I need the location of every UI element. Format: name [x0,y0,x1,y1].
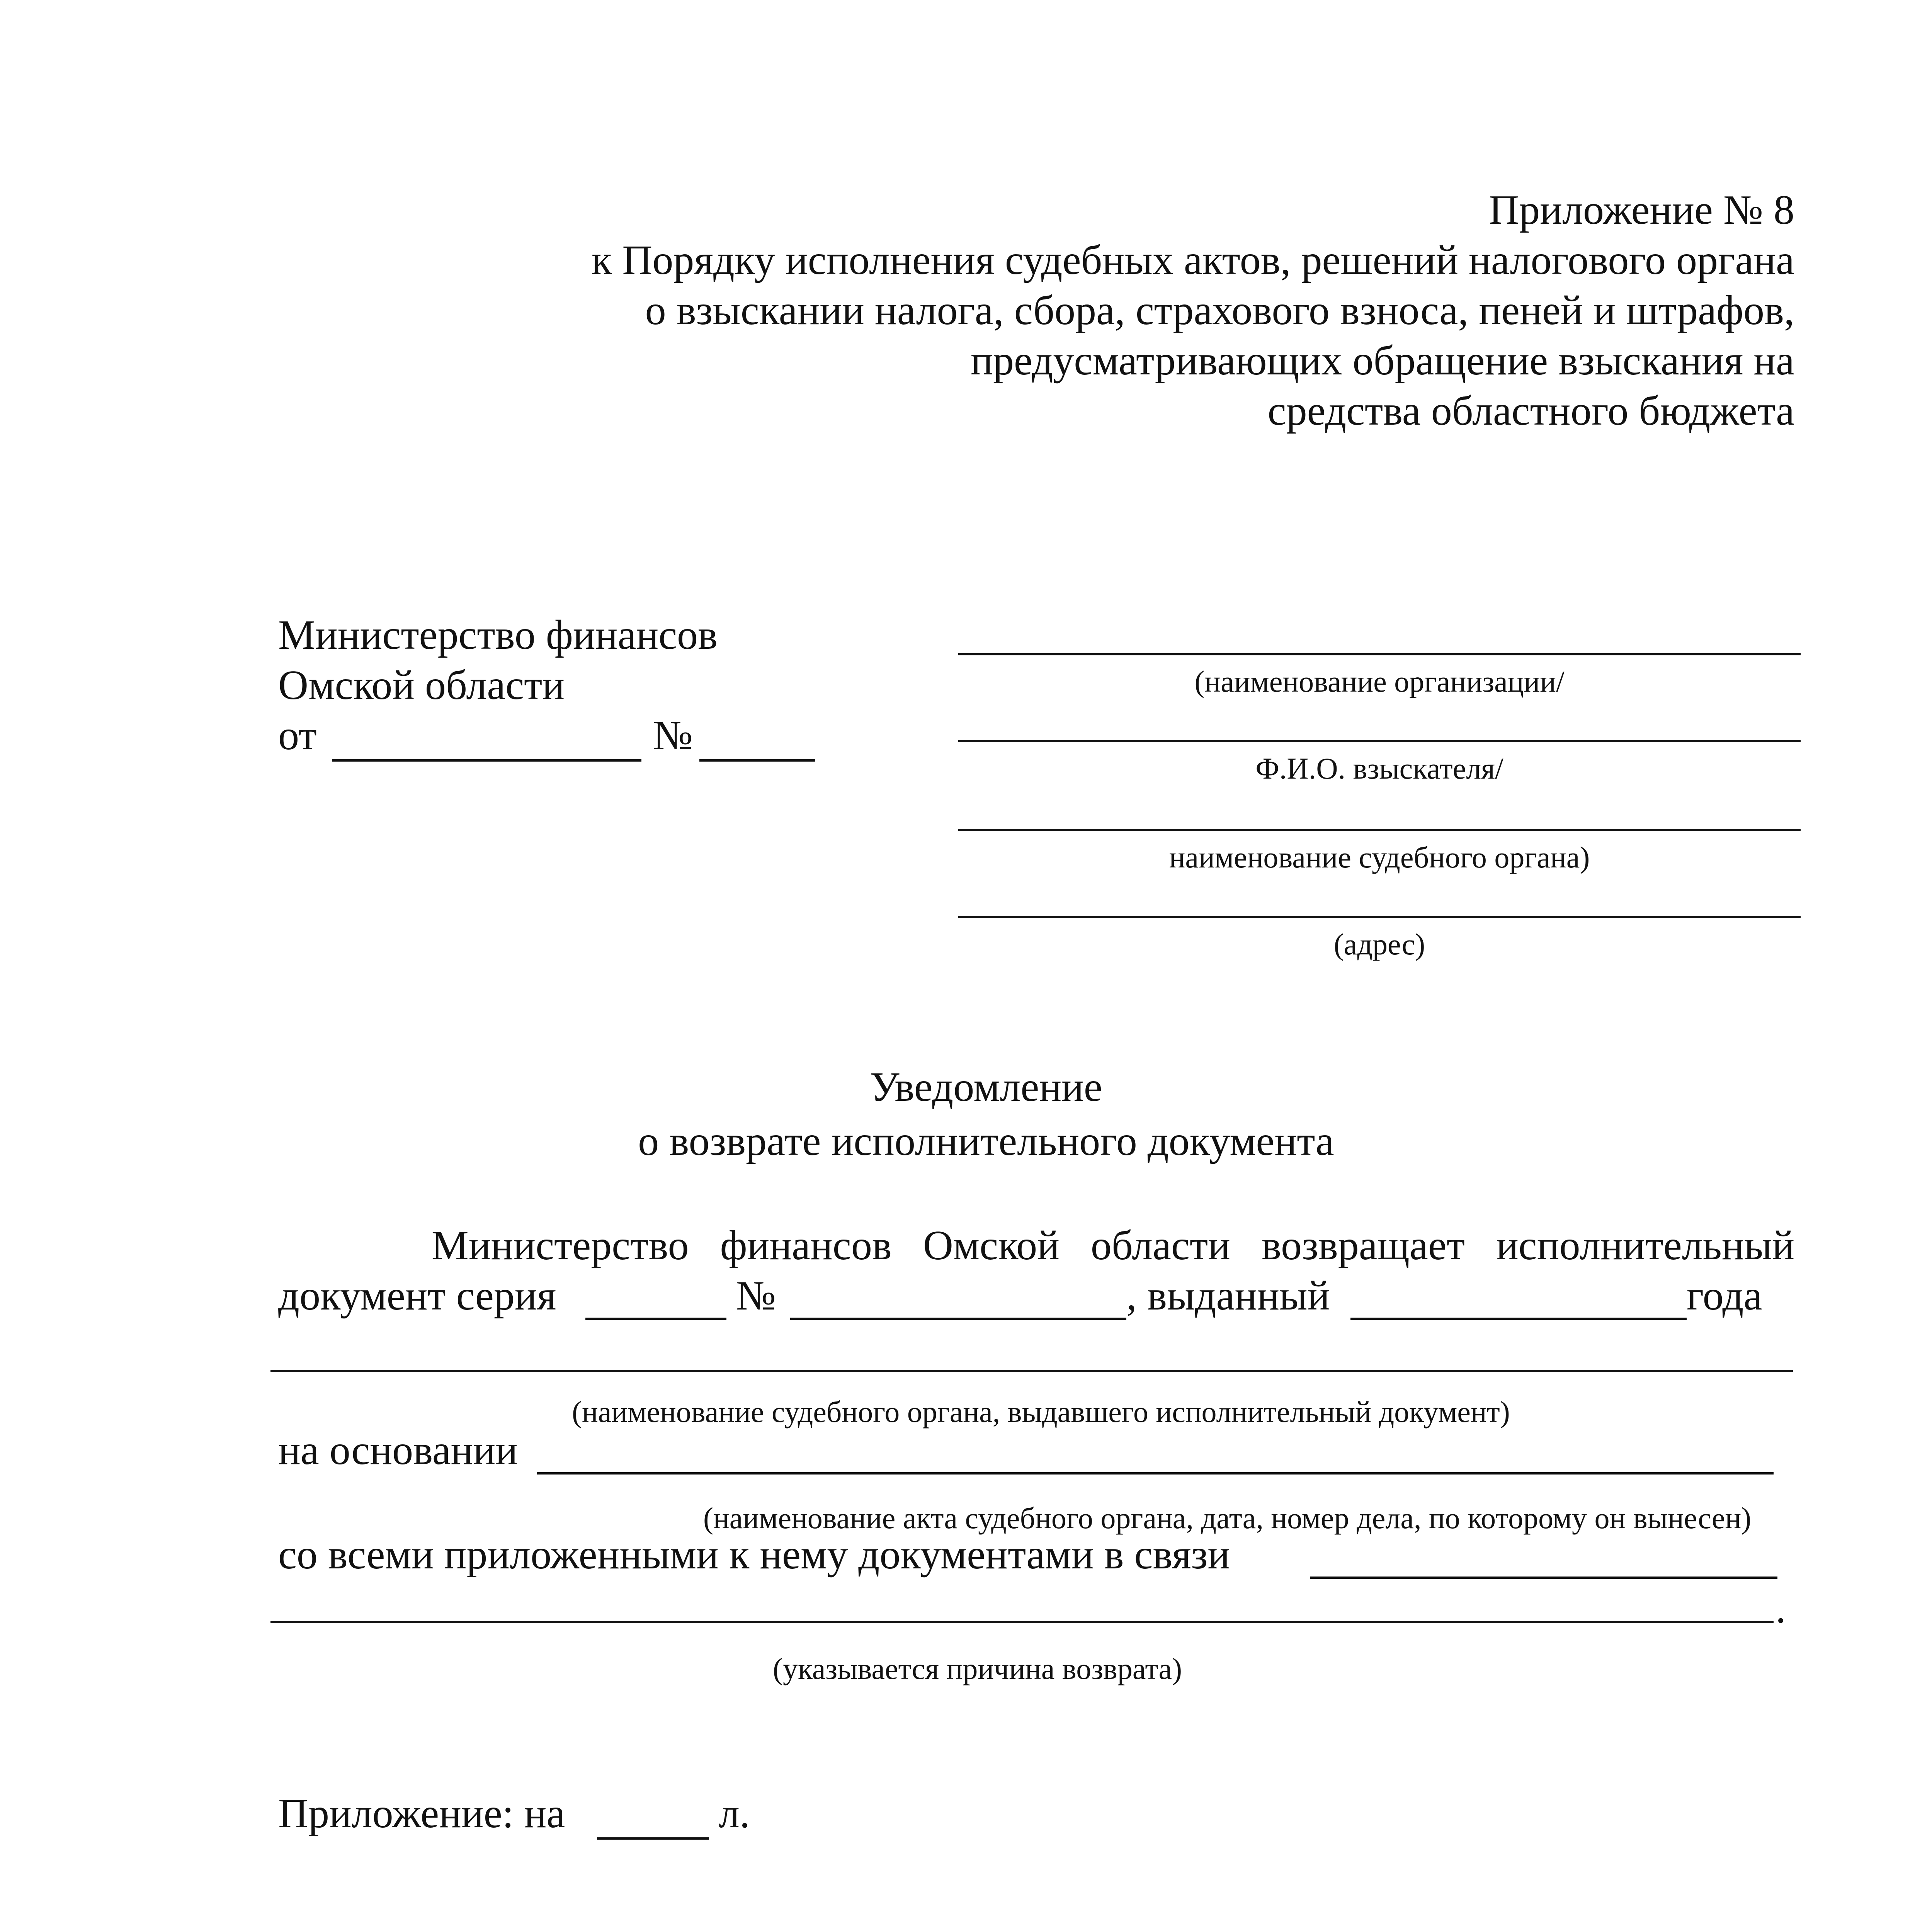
caption-court-act: (наименование акта судебного органа, дата, номер дела, по которому он вынесен) [703,1501,1752,1535]
recipient-organization-field[interactable] [958,653,1801,655]
court-issuer-field[interactable] [270,1370,1793,1372]
appendix-line-4: средства областного бюджета [1267,388,1794,434]
attachments-label: со всеми приложенными к нему документами в связи [278,1532,1230,1578]
attachment-label: Приложение: на [278,1791,565,1837]
doc-series-field[interactable] [585,1318,726,1320]
sender-number-label: № [653,713,693,759]
appendix-line-1: к Порядку исполнения судебных актов, решений налогового органа [591,237,1794,283]
doc-number-label: № [736,1273,776,1319]
body-paragraph-start: Министерство финансов Омской области возвращает исполнительный [431,1223,1794,1269]
doc-series-label: документ серия [278,1273,556,1319]
sender-line-1: Министерство финансов [278,612,718,658]
recipient-name-field[interactable] [958,740,1801,742]
basis-field[interactable] [537,1472,1774,1475]
recipient-caption-address: (адрес) [1333,927,1425,961]
basis-label: на основании [278,1427,518,1473]
recipient-address-field[interactable] [958,916,1801,918]
reason-end-period: . [1776,1586,1786,1632]
appendix-line-2: о взыскании налога, сбора, страхового взноса, пеней и штрафов, [645,287,1794,333]
caption-court-issuer: (наименование судебного органа, выдавшего исполнительный документ) [572,1395,1510,1429]
document-subtitle: о возврате исполнительного документа [638,1118,1334,1164]
attachment-pages-field[interactable] [597,1837,709,1840]
appendix-line-3: предусматривающих обращение взыскания на [971,338,1794,384]
document-title: Уведомление [870,1064,1102,1110]
doc-issued-date-field[interactable] [1350,1318,1687,1320]
reason-field-1[interactable] [1310,1577,1777,1579]
attachment-suffix: л. [719,1791,750,1837]
sender-from-label: от [278,713,317,759]
caption-return-reason: (указывается причина возврата) [773,1652,1182,1685]
recipient-caption-name: Ф.И.О. взыскателя/ [1255,752,1503,785]
doc-number-field[interactable] [790,1318,1126,1320]
recipient-caption-court: наименование судебного органа) [1169,840,1590,874]
sender-number-field[interactable] [699,759,815,762]
doc-year-label: года [1687,1273,1762,1319]
recipient-caption-organization: (наименование организации/ [1194,665,1565,698]
sender-line-2: Омской области [278,662,565,708]
doc-issued-label: , выданный [1126,1273,1330,1319]
appendix-number: Приложение № 8 [1489,187,1794,233]
reason-field-2[interactable] [270,1621,1774,1623]
recipient-court-field[interactable] [958,829,1801,831]
sender-date-field[interactable] [332,759,641,762]
